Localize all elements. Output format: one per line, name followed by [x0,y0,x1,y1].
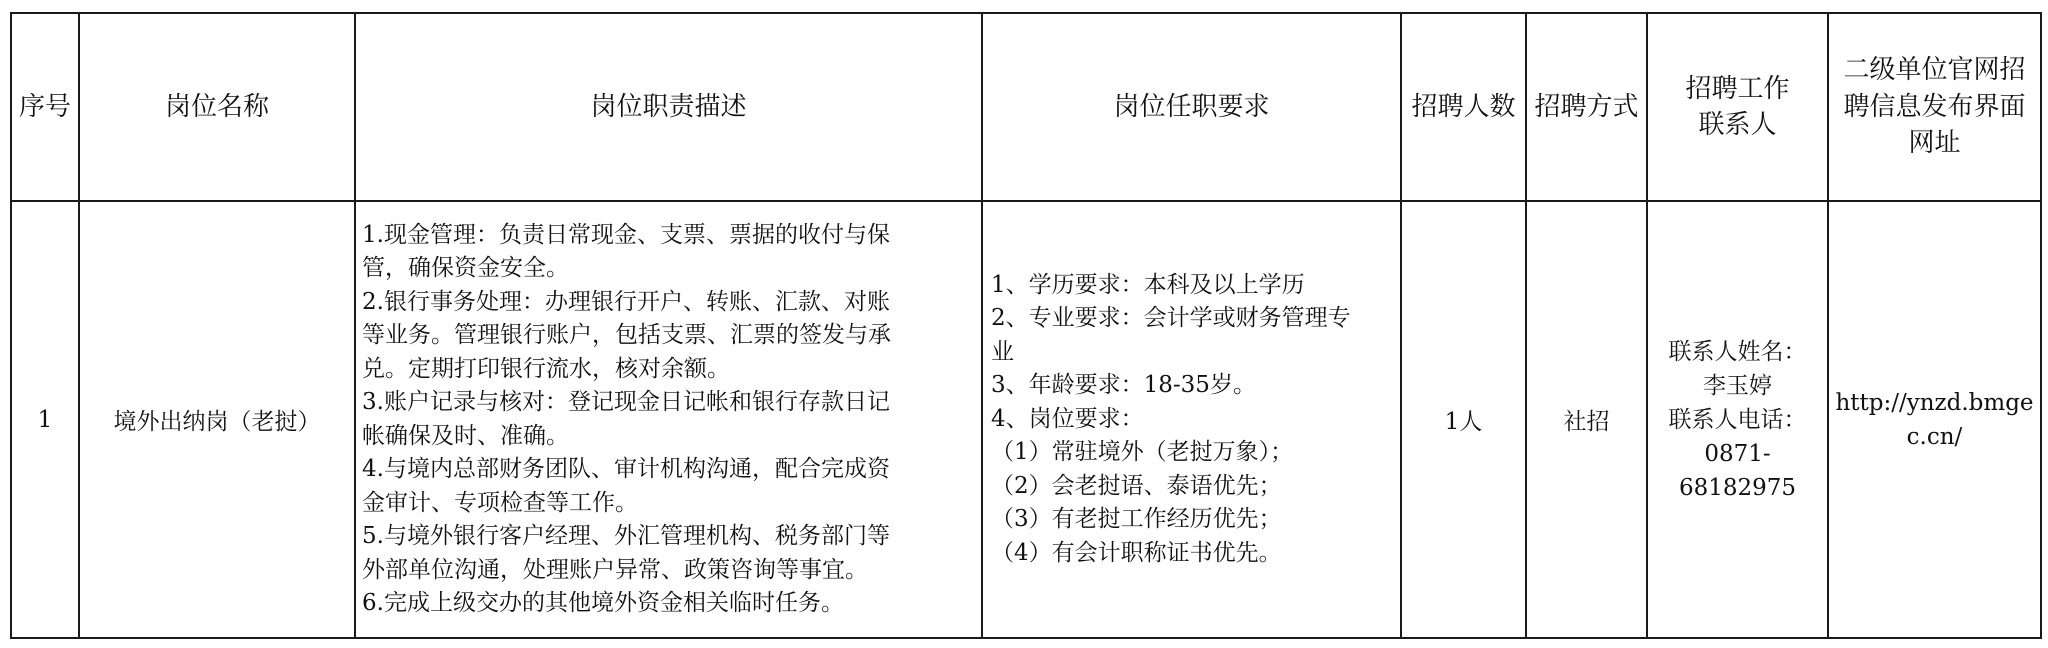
duty-line: 兑。定期打印银行流水，核对余额。 [362,355,730,382]
duty-line: 3.账户记录与核对：登记现金日记帐和银行存款日记 [362,389,890,415]
requirement-line: 4、岗位要求： [991,405,1144,432]
duty-line: 帐确保及时、准确。 [362,422,569,449]
cell-duties [355,201,982,638]
requirement-line: 2、专业要求：会计学或财务管理专 [991,305,1351,332]
requirements-list [991,269,1394,571]
duty-line: 管，确保资金安全。 [362,255,569,281]
cell-website [1828,201,2041,638]
contact-phone: 0871-68182975 [1678,440,1797,501]
requirement-line: （1）常驻境外（老挝万象）； [991,439,1294,466]
header-method: 招聘方式 [1526,13,1647,201]
cell-headcount: 1人 [1401,201,1526,638]
contact-name-label: 联系人姓名： [1668,338,1807,365]
duty-line: 2.银行事务处理：办理银行开户、转账、汇款、对账 [362,288,890,315]
contact-name: 李玉婷 [1703,372,1772,399]
website-link[interactable]: http://ynzd.bmgec.cn/ [1835,389,2034,450]
header-position-name: 岗位名称 [79,13,355,201]
duty-line: 等业务。管理银行账户，包括支票、汇票的签发与承 [362,322,891,348]
cell-seq: 1 [11,201,79,638]
cell-method: 社招 [1526,201,1647,638]
header-contact: 招聘工作 联系人 [1647,13,1828,201]
duties-list [362,219,975,621]
cell-requirements [982,201,1401,638]
header-website: 二级单位官网招 聘信息发布界面 网址 [1828,13,2041,201]
duty-line: 4.与境内总部财务团队、审计机构沟通，配合完成资 [362,456,890,482]
contact-phone-label: 联系人电话： [1668,406,1807,433]
recruitment-sheet [10,12,2040,637]
header-headcount: 招聘人数 [1401,13,1526,201]
header-duties: 岗位职责描述 [355,13,982,201]
cell-contact [1647,201,1828,638]
table-row [11,201,2041,638]
duty-line: 外部单位沟通，处理账户异常、政策咨询等事宜。 [362,556,868,583]
requirement-line: （2）会老挝语、泰语优先； [991,472,1282,499]
table-header-row [11,13,2041,201]
header-seq: 序号 [11,13,79,201]
duty-line: 6.完成上级交办的其他境外资金相关临时任务。 [362,590,844,616]
requirement-line: 1、学历要求：本科及以上学历 [991,271,1305,298]
duty-line: 1.现金管理：负责日常现金、支票、票据的收付与保 [362,221,890,248]
requirement-line: （3）有老挝工作经历优先； [991,506,1282,533]
cell-position-name: 境外出纳岗（老挝） [79,201,355,638]
duty-line: 金审计、专项检查等工作。 [362,489,638,516]
job-posting-table [10,12,2042,639]
requirement-line: 3、年龄要求：18-35岁。 [991,372,1256,399]
requirement-line: （4）有会计职称证书优先。 [991,539,1282,566]
header-requirements: 岗位任职要求 [982,13,1401,201]
duty-line: 5.与境外银行客户经理、外汇管理机构、税务部门等 [362,523,890,549]
requirement-line: 业 [991,338,1014,365]
